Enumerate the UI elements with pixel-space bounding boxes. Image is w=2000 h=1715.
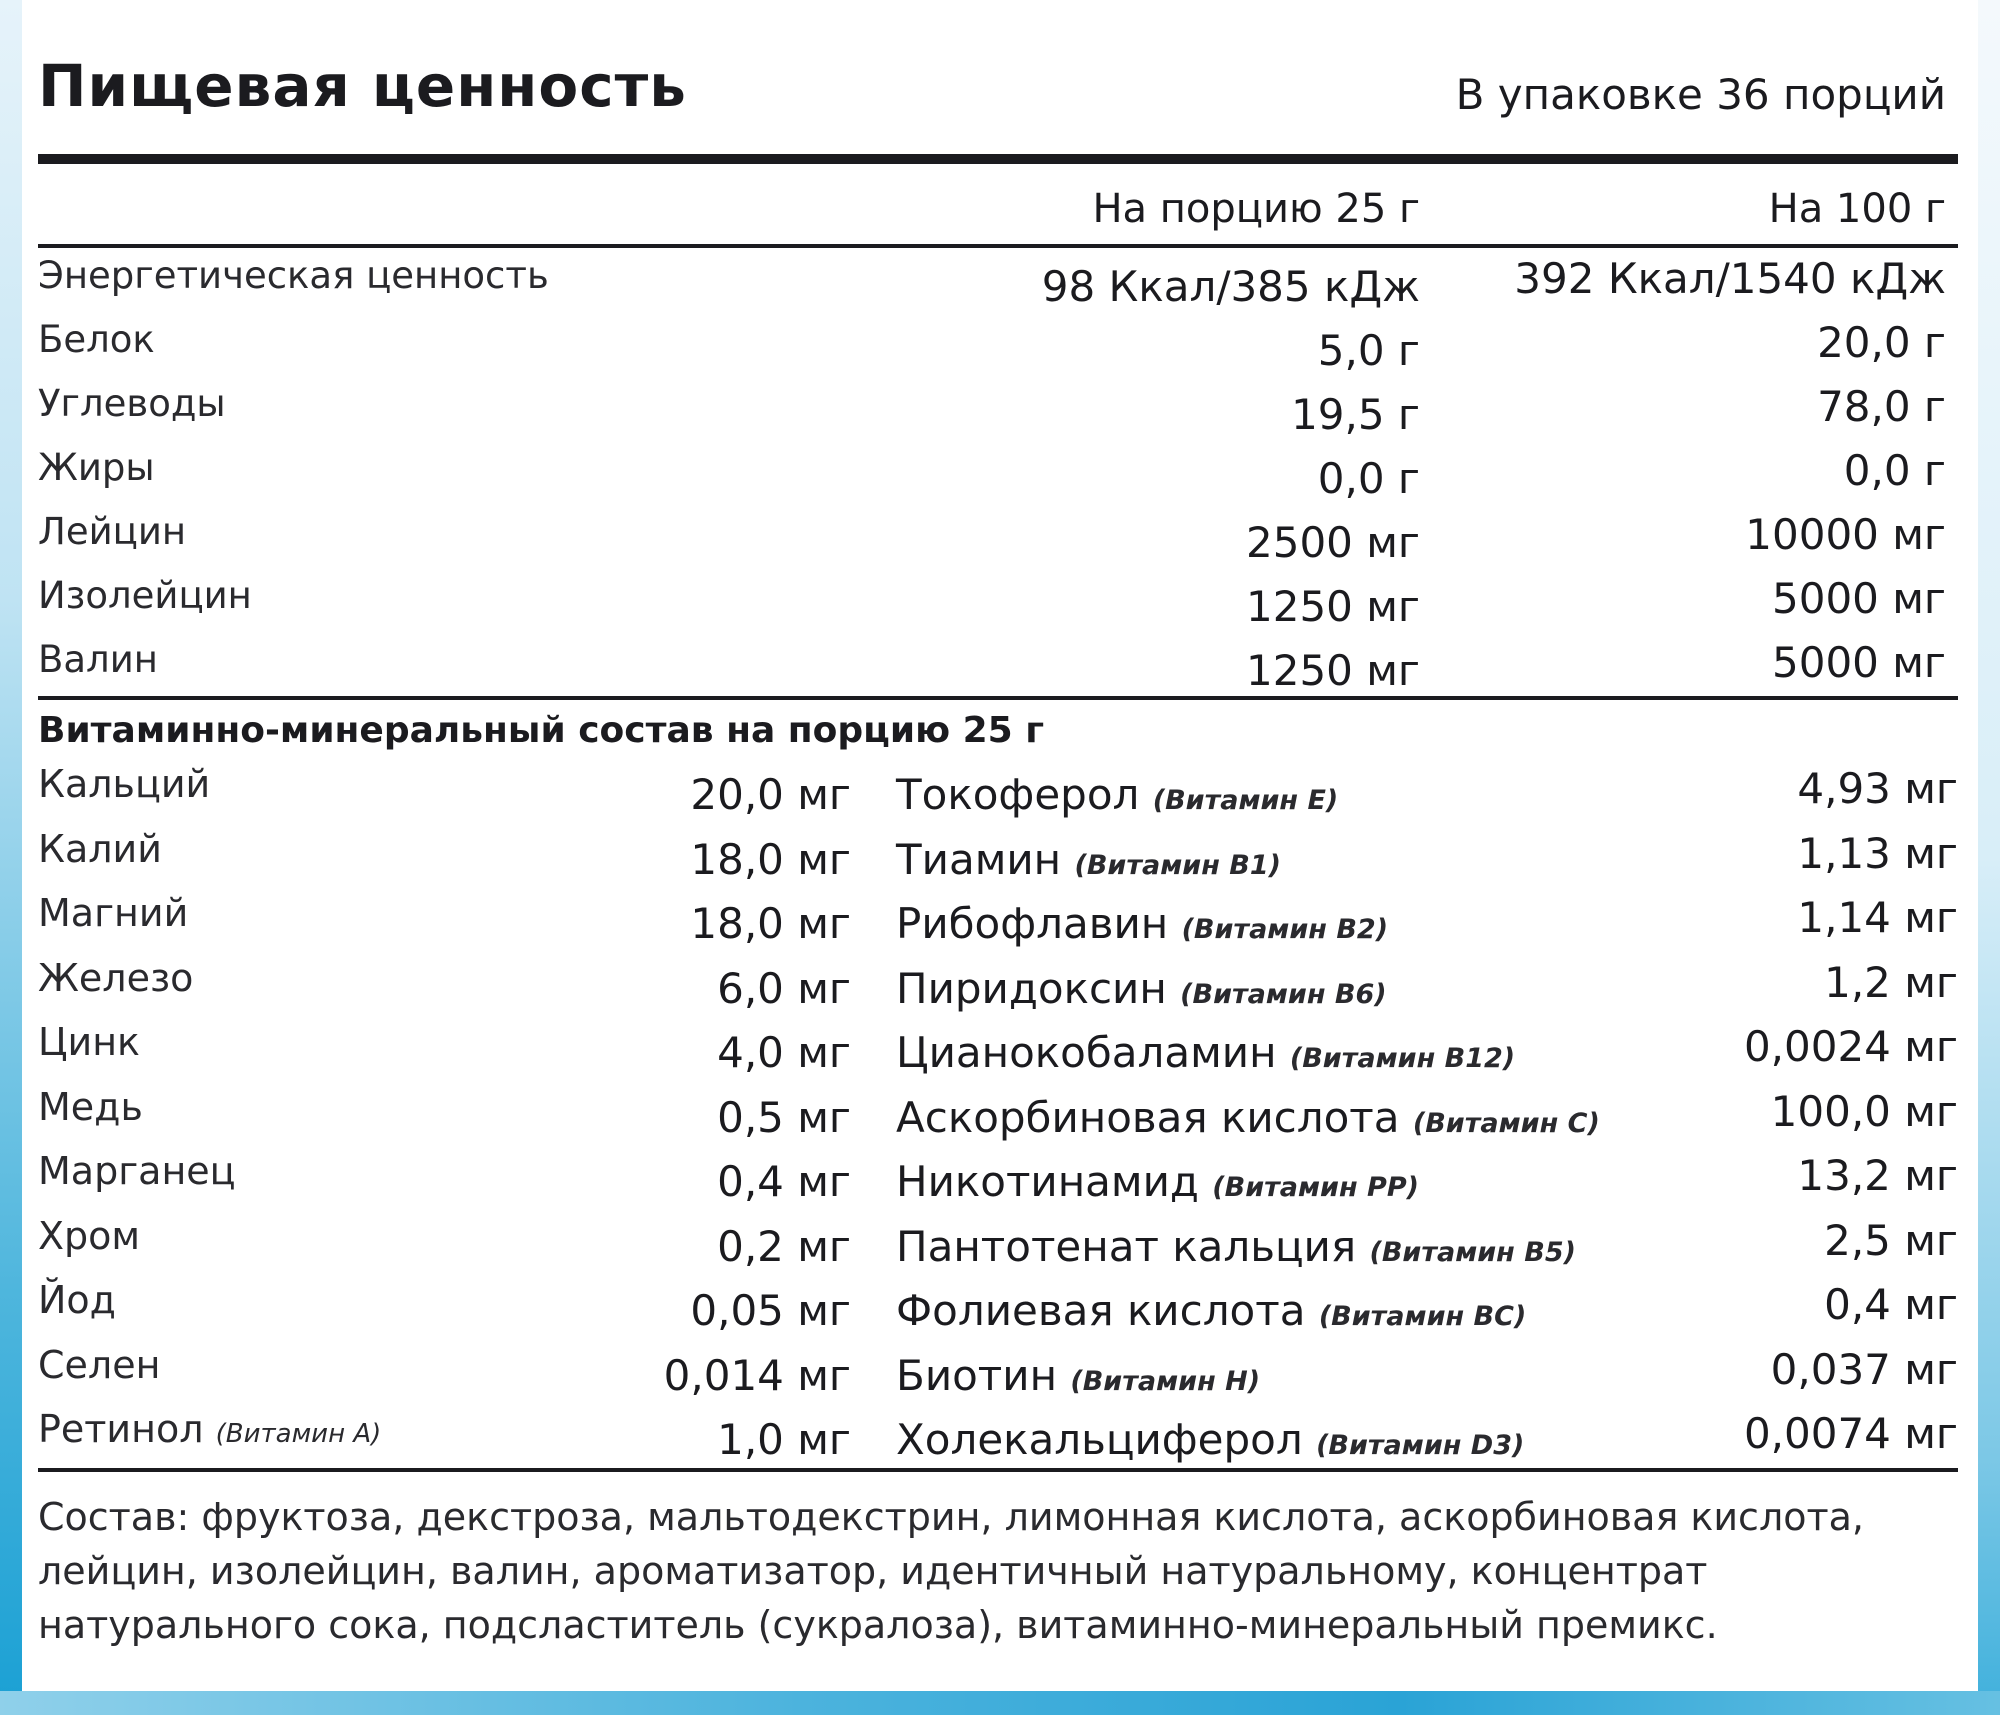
composition-text: Состав: фруктоза, декстроза, мальтодекстрин, лимонная кислота, аскорбиновая кислота, лейцин, изолейцин, валин, ароматизатор, идентичный натуральному, концентрат натурального сока, подсластитель (сукралоза), витаминно-минеральный премикс. <box>38 1494 1864 1647</box>
vitamin-name-cell <box>896 770 1338 819</box>
vitamin-mineral-row <box>38 1016 1958 1081</box>
nutrient-per-100: 20,0 г <box>1817 318 1946 367</box>
nutrient-name: Изолейцин <box>38 574 252 617</box>
vitamin-value: 1,14 мг <box>1797 893 1958 942</box>
vitamin-name-cell <box>896 835 1281 884</box>
mineral-name-cell <box>38 1343 160 1387</box>
header-rule <box>38 154 1958 164</box>
mineral-name-cell <box>38 1020 140 1064</box>
label-header <box>38 30 1958 140</box>
nutrient-name: Жиры <box>38 446 155 489</box>
vitamin-name-cell <box>896 1415 1524 1464</box>
vitamin-mineral-row <box>38 1403 1958 1468</box>
nutrient-per-100: 5000 мг <box>1772 638 1946 687</box>
mineral-value: 18,0 мг <box>690 899 851 948</box>
column-headers <box>38 164 1958 244</box>
vitamin-subtitle: (Витамин ВС) <box>1318 1301 1527 1332</box>
mineral-name: Кальций <box>38 762 211 806</box>
vitamin-mineral-row <box>38 1081 1958 1146</box>
mineral-name: Йод <box>38 1278 116 1322</box>
mineral-subtitle: (Витамин А) <box>215 1419 382 1449</box>
mineral-value: 0,014 мг <box>663 1350 851 1400</box>
nutrition-table <box>38 248 1958 696</box>
vitamin-value: 13,2 мг <box>1797 1151 1958 1200</box>
vitamin-mineral-row <box>38 887 1958 952</box>
mineral-name-cell <box>38 1085 143 1129</box>
nutrient-name: Лейцин <box>38 510 187 553</box>
nutrient-per-serving: 1250 мг <box>1246 646 1420 695</box>
mineral-name-cell <box>38 1149 236 1193</box>
nutrient-per-100: 392 Ккал/1540 кДж <box>1514 254 1946 303</box>
vitamin-name: Цианокобаламин <box>896 1028 1277 1077</box>
mineral-name-cell <box>38 891 188 935</box>
vitamin-subtitle: (Витамин С) <box>1412 1107 1600 1139</box>
vitamin-subtitle: (Витамин В1) <box>1074 849 1281 881</box>
vitamin-name-cell <box>896 1093 1600 1142</box>
vitamin-mineral-table <box>38 758 1958 1468</box>
mineral-name-cell <box>38 1407 381 1451</box>
vitamin-name-cell <box>896 1222 1576 1271</box>
mineral-name: Магний <box>38 891 189 935</box>
vitamin-subtitle: (Витамин В5) <box>1369 1236 1576 1268</box>
vitamin-mineral-row <box>38 758 1958 823</box>
mineral-name: Цинк <box>38 1020 140 1064</box>
vitamin-mineral-title: Витаминно-минеральный состав на порцию 25 г <box>38 710 1045 751</box>
vitamin-name: Пиридоксин <box>896 963 1167 1013</box>
nutrient-per-100: 78,0 г <box>1817 382 1946 431</box>
vitamin-name-cell <box>896 964 1387 1013</box>
mineral-name-cell <box>38 1278 116 1322</box>
nutrition-row <box>38 248 1958 312</box>
nutrient-name: Валин <box>38 638 158 681</box>
mineral-name: Железо <box>38 955 194 1000</box>
nutrition-row <box>38 568 1958 632</box>
mineral-name-cell <box>38 827 162 871</box>
package-edge-right <box>1978 0 2000 1715</box>
mineral-name-cell <box>38 1214 140 1258</box>
vitamin-name-cell <box>896 1157 1419 1206</box>
servings-per-package: В упаковке 36 порций <box>1455 70 1946 119</box>
vitamin-subtitle: (Витамин В6) <box>1180 978 1387 1010</box>
vitamin-subtitle: (Витамин В2) <box>1181 914 1389 945</box>
nutrition-row <box>38 440 1958 504</box>
vitamin-mineral-row <box>38 952 1958 1017</box>
mineral-name: Ретинол <box>38 1407 204 1451</box>
mineral-name: Хром <box>38 1213 141 1258</box>
mineral-value: 18,0 мг <box>690 834 851 884</box>
mineral-name: Калий <box>38 826 162 871</box>
label-title: Пищевая ценность <box>38 52 687 120</box>
vitamin-subtitle: (Витамин Н) <box>1070 1365 1261 1397</box>
nutrition-label <box>38 30 1958 1652</box>
mineral-value: 20,0 мг <box>690 770 851 819</box>
vitamin-name: Холекальциферол <box>896 1415 1303 1464</box>
nutrient-per-serving: 0,0 г <box>1317 454 1420 503</box>
vitamin-value: 0,0074 мг <box>1743 1409 1958 1458</box>
vitamin-name: Пантотенат кальция <box>896 1221 1357 1271</box>
nutrient-name: Белок <box>38 318 155 361</box>
mineral-value: 4,0 мг <box>717 1028 851 1077</box>
vitamin-subtitle: (Витамин РР) <box>1212 1172 1419 1203</box>
vitamin-value: 1,2 мг <box>1824 957 1958 1007</box>
mineral-value: 1,0 мг <box>717 1415 851 1464</box>
mineral-value: 0,4 мг <box>717 1157 851 1206</box>
nutrient-per-serving: 1250 мг <box>1246 582 1420 631</box>
vitamin-value: 100,0 мг <box>1770 1086 1958 1136</box>
vitamin-mineral-row <box>38 1339 1958 1404</box>
vitamin-value: 1,13 мг <box>1797 828 1958 878</box>
mineral-name: Медь <box>38 1084 143 1129</box>
vitamin-name: Никотинамид <box>896 1157 1199 1206</box>
nutrient-per-serving: 98 Ккал/385 кДж <box>1041 262 1420 311</box>
vitamin-mineral-row <box>38 823 1958 888</box>
nutrient-per-100: 10000 мг <box>1745 510 1946 559</box>
vitamin-name-cell <box>896 899 1388 948</box>
nutrient-per-100: 5000 мг <box>1772 574 1946 623</box>
mineral-value: 6,0 мг <box>717 963 851 1013</box>
vitamin-value: 0,4 мг <box>1824 1280 1958 1329</box>
vitamin-value: 0,037 мг <box>1770 1344 1958 1394</box>
vitamin-name: Тиамин <box>896 834 1062 884</box>
nutrition-row <box>38 504 1958 568</box>
col-per-serving: На порцию 25 г <box>1092 186 1420 232</box>
nutrient-name: Углеводы <box>38 382 226 425</box>
mineral-name-cell <box>38 762 210 806</box>
vitamin-value: 2,5 мг <box>1824 1215 1958 1265</box>
mineral-value: 0,5 мг <box>717 1092 851 1142</box>
vitamin-mineral-row <box>38 1145 1958 1210</box>
vitamin-subtitle: (Витамин Е) <box>1152 785 1339 816</box>
vitamin-value: 4,93 мг <box>1797 764 1958 813</box>
nutrition-row <box>38 312 1958 376</box>
vitamin-name: Биотин <box>896 1350 1058 1400</box>
nutrient-per-serving: 2500 мг <box>1246 518 1420 567</box>
vitamin-subtitle: (Витамин В12) <box>1289 1043 1516 1074</box>
nutrient-per-100: 0,0 г <box>1843 446 1946 495</box>
vitamin-subtitle: (Витамин D3) <box>1316 1430 1525 1461</box>
vitamin-name: Токоферол <box>896 770 1140 819</box>
nutrition-row <box>38 632 1958 696</box>
mineral-value: 0,2 мг <box>717 1221 851 1271</box>
mineral-name-cell <box>38 956 193 1000</box>
vitamin-name: Фолиевая кислота <box>896 1286 1306 1335</box>
nutrient-per-serving: 5,0 г <box>1317 326 1420 375</box>
vitamin-value: 0,0024 мг <box>1743 1022 1958 1071</box>
vitamin-mineral-row <box>38 1210 1958 1275</box>
mineral-name: Марганец <box>38 1149 236 1193</box>
nutrient-name: Энергетическая ценность <box>38 254 549 297</box>
vitamin-name: Аскорбиновая кислота <box>896 1092 1400 1142</box>
vitamin-name-cell <box>896 1351 1260 1400</box>
col-per-100: На 100 г <box>1768 186 1946 232</box>
vitamin-rule <box>38 1468 1958 1472</box>
nutrient-per-serving: 19,5 г <box>1291 390 1420 439</box>
mineral-name: Селен <box>38 1342 161 1387</box>
package-edge-bottom <box>0 1691 2000 1715</box>
vitamin-name-cell <box>896 1286 1526 1335</box>
vitamin-name-cell <box>896 1028 1515 1077</box>
mineral-value: 0,05 мг <box>690 1286 851 1335</box>
vitamin-mineral-row <box>38 1274 1958 1339</box>
package-edge-left <box>0 0 22 1715</box>
nutrition-row <box>38 376 1958 440</box>
vitamin-name: Рибофлавин <box>896 899 1169 948</box>
